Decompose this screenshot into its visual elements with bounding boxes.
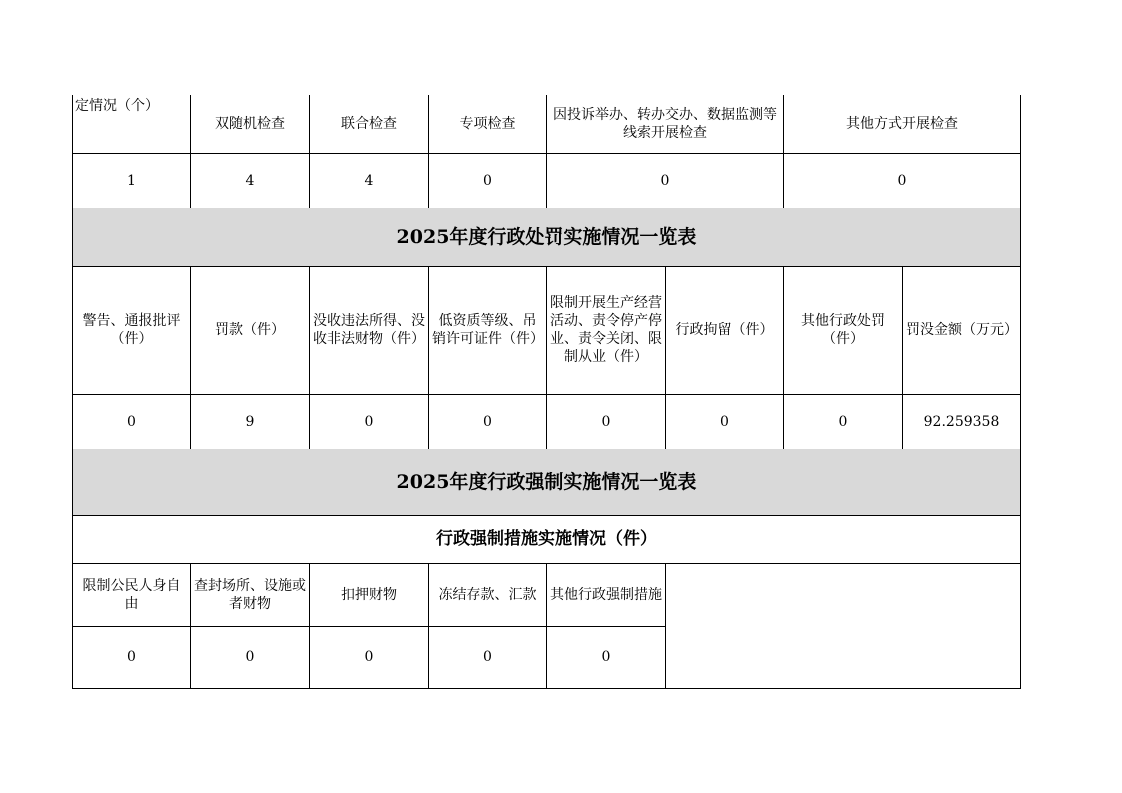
header-restrict-freedom: 限制公民人身自由 xyxy=(72,563,191,627)
enforcement-subtitle: 行政强制措施实施情况（件） xyxy=(72,515,1021,564)
inspection-value: 0 xyxy=(546,153,784,209)
inspection-value: 1 xyxy=(72,153,191,209)
enforcement-value: 0 xyxy=(309,626,429,689)
header-confiscation: 没收违法所得、没收非法财物（件） xyxy=(309,266,429,395)
inspection-value: 0 xyxy=(783,153,1021,209)
penalty-value: 0 xyxy=(665,394,784,450)
inspection-value: 0 xyxy=(428,153,547,209)
header-warning: 警告、通报批评（件） xyxy=(72,266,191,395)
penalty-value: 0 xyxy=(72,394,191,450)
header-detention: 行政拘留（件） xyxy=(665,266,784,395)
inspection-header-partial: 定情况（个） xyxy=(72,95,191,154)
inspection-value: 4 xyxy=(309,153,429,209)
header-other-enforcement: 其他行政强制措施 xyxy=(546,563,666,627)
header-fine: 罚款（件） xyxy=(190,266,310,395)
enforcement-value: 0 xyxy=(428,626,547,689)
penalty-value: 0 xyxy=(309,394,429,450)
header-penalty-amount: 罚没金额（万元） xyxy=(902,266,1021,395)
header-freeze-deposits: 冻结存款、汇款 xyxy=(428,563,547,627)
enforcement-value: 0 xyxy=(546,626,666,689)
penalty-section-title: 2025年度行政处罚实施情况一览表 xyxy=(72,208,1021,267)
penalty-amount-value: 92.259358 xyxy=(902,394,1021,450)
header-business-restriction: 限制开展生产经营活动、责令停产停业、责令关闭、限制从业（件） xyxy=(546,266,666,395)
header-other-penalty: 其他行政处罚（件） xyxy=(783,266,903,395)
enforcement-value: 0 xyxy=(72,626,191,689)
penalty-value: 0 xyxy=(428,394,547,450)
enforcement-section-title: 2025年度行政强制实施情况一览表 xyxy=(72,449,1021,516)
penalty-value: 0 xyxy=(783,394,903,450)
header-other-inspection: 其他方式开展检查 xyxy=(783,95,1021,154)
penalty-value: 0 xyxy=(546,394,666,450)
header-license-revocation: 低资质等级、吊销许可证件（件） xyxy=(428,266,547,395)
header-random-inspection: 双随机检查 xyxy=(190,95,310,154)
header-seal-premises: 查封场所、设施或者财物 xyxy=(190,563,310,627)
header-complaint-inspection: 因投诉举办、转办交办、数据监测等线索开展检查 xyxy=(546,95,784,154)
penalty-value: 9 xyxy=(190,394,310,450)
enforcement-empty-area xyxy=(665,563,1021,689)
enforcement-value: 0 xyxy=(190,626,310,689)
header-joint-inspection: 联合检查 xyxy=(309,95,429,154)
header-seize-property: 扣押财物 xyxy=(309,563,429,627)
inspection-value: 4 xyxy=(190,153,310,209)
header-special-inspection: 专项检查 xyxy=(428,95,547,154)
